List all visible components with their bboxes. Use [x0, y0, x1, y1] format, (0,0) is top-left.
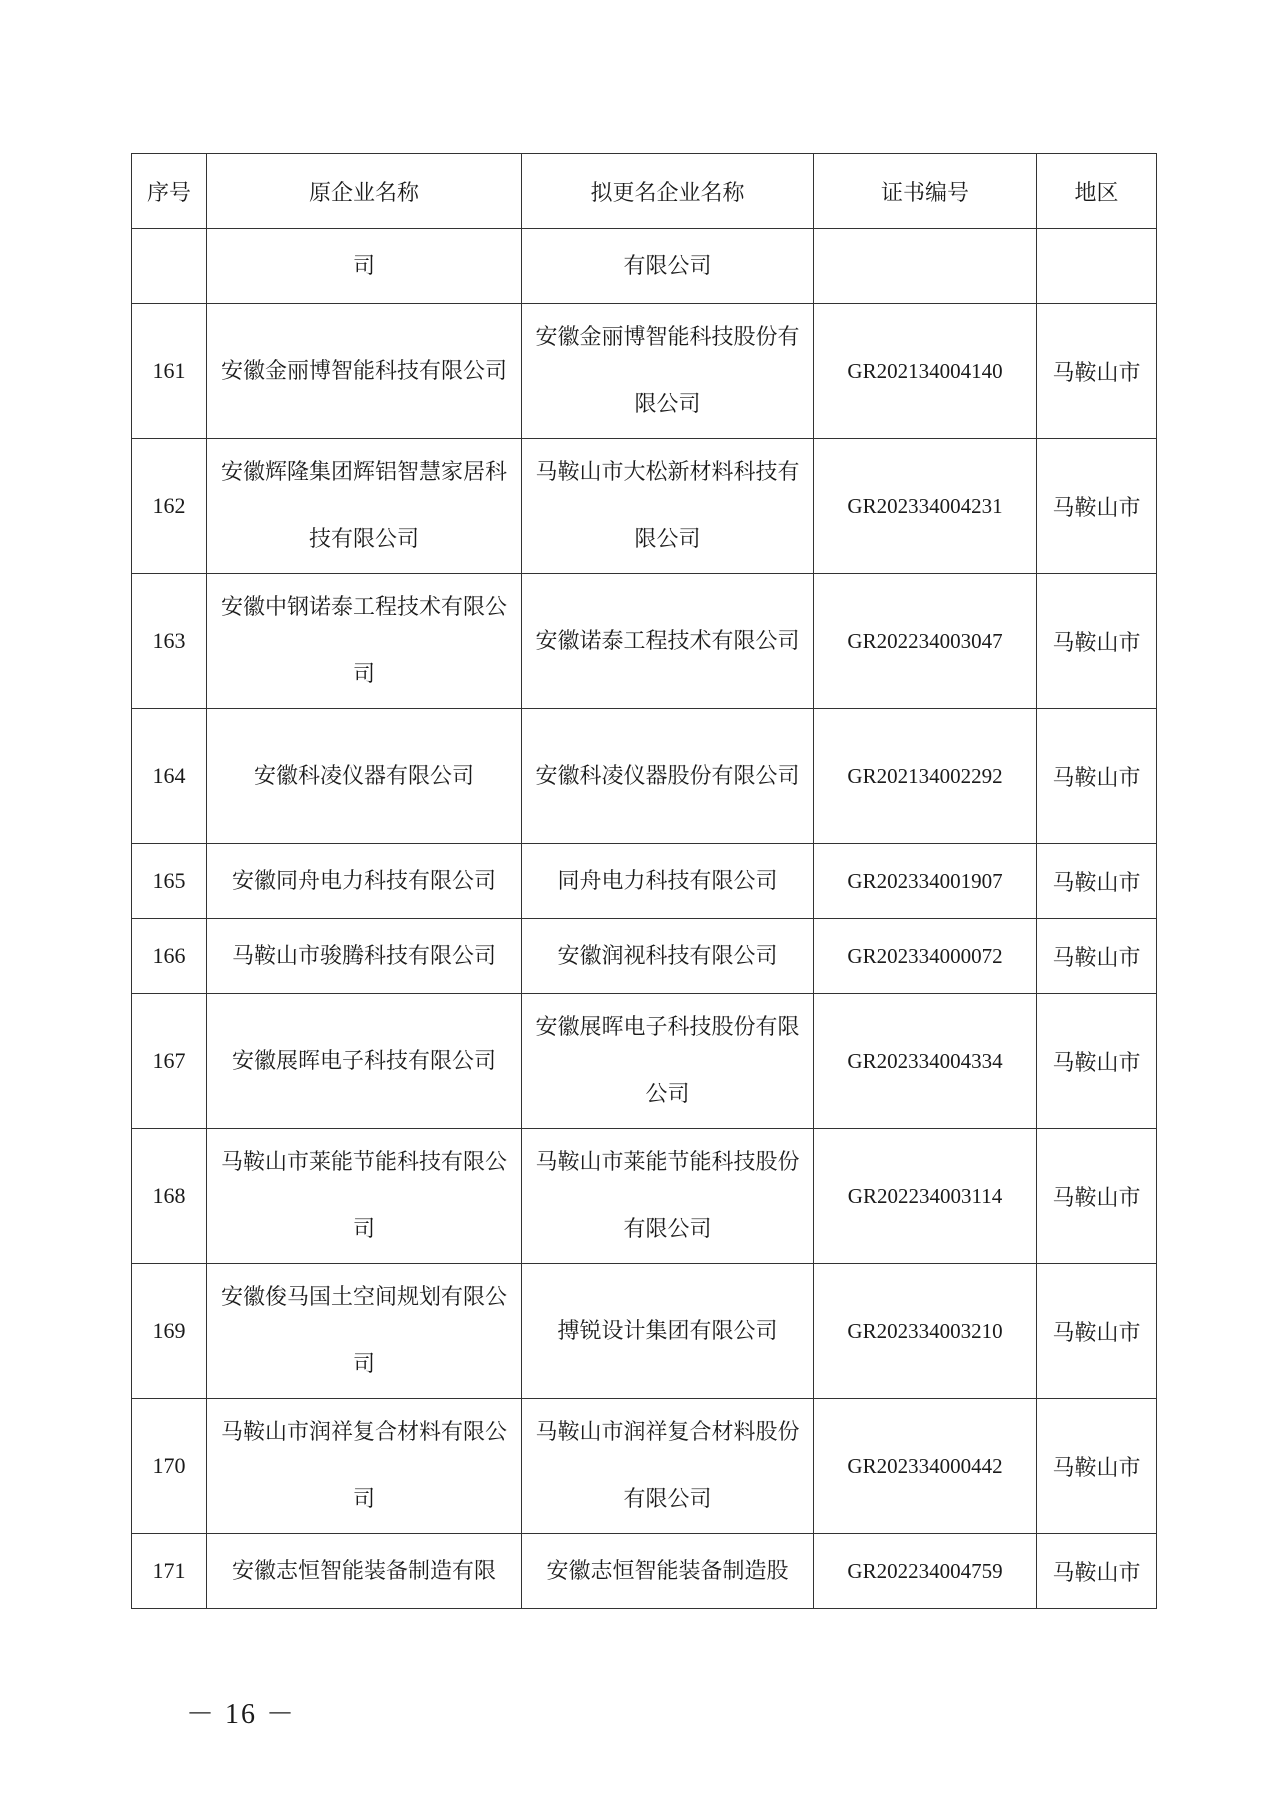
table-row [132, 994, 1157, 1129]
row-index: 168 [132, 1129, 207, 1264]
row-renamed-name: 安徽金丽博智能科技股份有限公司 [522, 304, 814, 439]
row-certificate-number: GR202334000442 [814, 1399, 1037, 1534]
row-certificate-number: GR202234004759 [814, 1534, 1037, 1609]
row-original-name: 马鞍山市莱能节能科技有限公司 [207, 1129, 522, 1264]
row-region: 马鞍山市 [1037, 1129, 1157, 1264]
row-renamed-name: 安徽科凌仪器股份有限公司 [522, 709, 814, 844]
row-region: 马鞍山市 [1037, 439, 1157, 574]
table-row [132, 1129, 1157, 1264]
row-original-name: 司 [207, 229, 522, 304]
row-certificate-number: GR202334004334 [814, 994, 1037, 1129]
row-certificate-number: GR202234003114 [814, 1129, 1037, 1264]
row-certificate-number: GR202234003047 [814, 574, 1037, 709]
row-index [132, 229, 207, 304]
row-renamed-name: 安徽诺泰工程技术有限公司 [522, 574, 814, 709]
row-original-name: 安徽科凌仪器有限公司 [207, 709, 522, 844]
row-renamed-name: 同舟电力科技有限公司 [522, 844, 814, 919]
row-region: 马鞍山市 [1037, 1534, 1157, 1609]
header-region: 地区 [1037, 154, 1157, 229]
row-region: 马鞍山市 [1037, 1399, 1157, 1534]
row-original-name: 马鞍山市润祥复合材料有限公司 [207, 1399, 522, 1534]
row-region: 马鞍山市 [1037, 1264, 1157, 1399]
row-certificate-number: GR202334004231 [814, 439, 1037, 574]
row-region: 马鞍山市 [1037, 709, 1157, 844]
row-region: 马鞍山市 [1037, 574, 1157, 709]
header-index: 序号 [132, 154, 207, 229]
row-region [1037, 229, 1157, 304]
table-row [132, 709, 1157, 844]
row-renamed-name: 搏锐设计集团有限公司 [522, 1264, 814, 1399]
row-original-name: 安徽俊马国土空间规划有限公司 [207, 1264, 522, 1399]
row-renamed-name: 马鞍山市莱能节能科技股份有限公司 [522, 1129, 814, 1264]
row-certificate-number [814, 229, 1037, 304]
row-certificate-number: GR202134004140 [814, 304, 1037, 439]
row-index: 169 [132, 1264, 207, 1399]
company-rename-table [131, 153, 1157, 1609]
row-original-name: 安徽志恒智能装备制造有限 [207, 1534, 522, 1609]
table-header-row [132, 154, 1157, 229]
row-index: 164 [132, 709, 207, 844]
row-certificate-number: GR202134002292 [814, 709, 1037, 844]
row-original-name: 安徽展晖电子科技有限公司 [207, 994, 522, 1129]
row-index: 171 [132, 1534, 207, 1609]
row-original-name: 安徽金丽博智能科技有限公司 [207, 304, 522, 439]
table-row [132, 1264, 1157, 1399]
row-certificate-number: GR202334003210 [814, 1264, 1037, 1399]
table-row [132, 229, 1157, 304]
row-original-name: 安徽同舟电力科技有限公司 [207, 844, 522, 919]
row-renamed-name: 有限公司 [522, 229, 814, 304]
row-region: 马鞍山市 [1037, 304, 1157, 439]
company-rename-table-container [131, 153, 1156, 1609]
table-row [132, 304, 1157, 439]
row-index: 166 [132, 919, 207, 994]
row-index: 163 [132, 574, 207, 709]
row-renamed-name: 安徽润视科技有限公司 [522, 919, 814, 994]
row-certificate-number: GR202334000072 [814, 919, 1037, 994]
row-region: 马鞍山市 [1037, 919, 1157, 994]
row-index: 161 [132, 304, 207, 439]
row-original-name: 马鞍山市骏腾科技有限公司 [207, 919, 522, 994]
row-original-name: 安徽辉隆集团辉铝智慧家居科技有限公司 [207, 439, 522, 574]
table-row [132, 919, 1157, 994]
header-certificate-number: 证书编号 [814, 154, 1037, 229]
header-renamed-name: 拟更名企业名称 [522, 154, 814, 229]
row-renamed-name: 马鞍山市大松新材料科技有限公司 [522, 439, 814, 574]
table-row [132, 1399, 1157, 1534]
row-region: 马鞍山市 [1037, 994, 1157, 1129]
row-index: 170 [132, 1399, 207, 1534]
row-renamed-name: 安徽展晖电子科技股份有限公司 [522, 994, 814, 1129]
row-index: 167 [132, 994, 207, 1129]
table-row [132, 574, 1157, 709]
row-renamed-name: 安徽志恒智能装备制造股 [522, 1534, 814, 1609]
row-certificate-number: GR202334001907 [814, 844, 1037, 919]
header-original-name: 原企业名称 [207, 154, 522, 229]
row-region: 马鞍山市 [1037, 844, 1157, 919]
row-renamed-name: 马鞍山市润祥复合材料股份有限公司 [522, 1399, 814, 1534]
table-row [132, 439, 1157, 574]
row-index: 165 [132, 844, 207, 919]
table-row [132, 844, 1157, 919]
page-number: － 16 － [186, 1699, 297, 1730]
table-row [132, 1534, 1157, 1609]
row-index: 162 [132, 439, 207, 574]
row-original-name: 安徽中钢诺泰工程技术有限公司 [207, 574, 522, 709]
